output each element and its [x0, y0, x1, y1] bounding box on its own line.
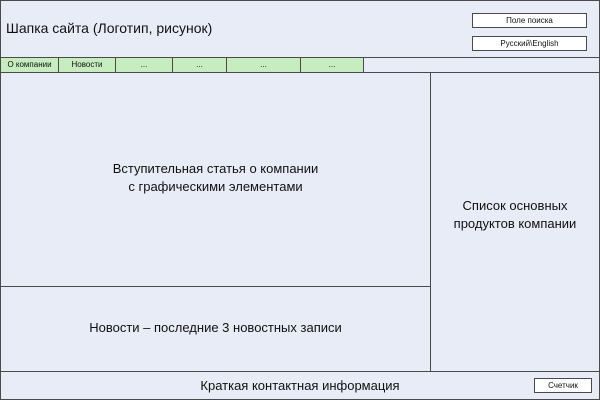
site-header: [1, 1, 599, 58]
intro-line-1: Вступительная статья о компании: [112, 161, 319, 176]
news-text: Новости – последние 3 новостных записи: [89, 320, 342, 335]
nav-item-3[interactable]: ...: [116, 58, 173, 72]
nav-item-news[interactable]: Новости: [59, 58, 116, 72]
products-line-1: Список основных: [462, 198, 568, 213]
products-text: [431, 197, 599, 233]
site-title: Шапка сайта (Логотип, рисунок): [6, 20, 213, 36]
nav-bar: [1, 58, 599, 73]
language-switch[interactable]: Русский\English: [472, 36, 587, 51]
intro-line-2: с графическими элементами: [128, 179, 303, 194]
nav-item-6[interactable]: ...: [301, 58, 364, 72]
intro-article-text: [1, 160, 430, 196]
news-block: [1, 287, 431, 371]
site-footer: [1, 371, 599, 400]
products-sidebar: [431, 73, 599, 371]
nav-item-about[interactable]: О компании: [1, 58, 59, 72]
visit-counter: Счетчик: [534, 378, 592, 393]
nav-item-4[interactable]: ...: [173, 58, 227, 72]
contact-info: Краткая контактная информация: [200, 378, 400, 393]
intro-article-block: [1, 73, 431, 287]
search-field[interactable]: Поле поиска: [472, 13, 587, 28]
products-line-2: продуктов компании: [453, 216, 577, 231]
nav-item-5[interactable]: ...: [227, 58, 301, 72]
